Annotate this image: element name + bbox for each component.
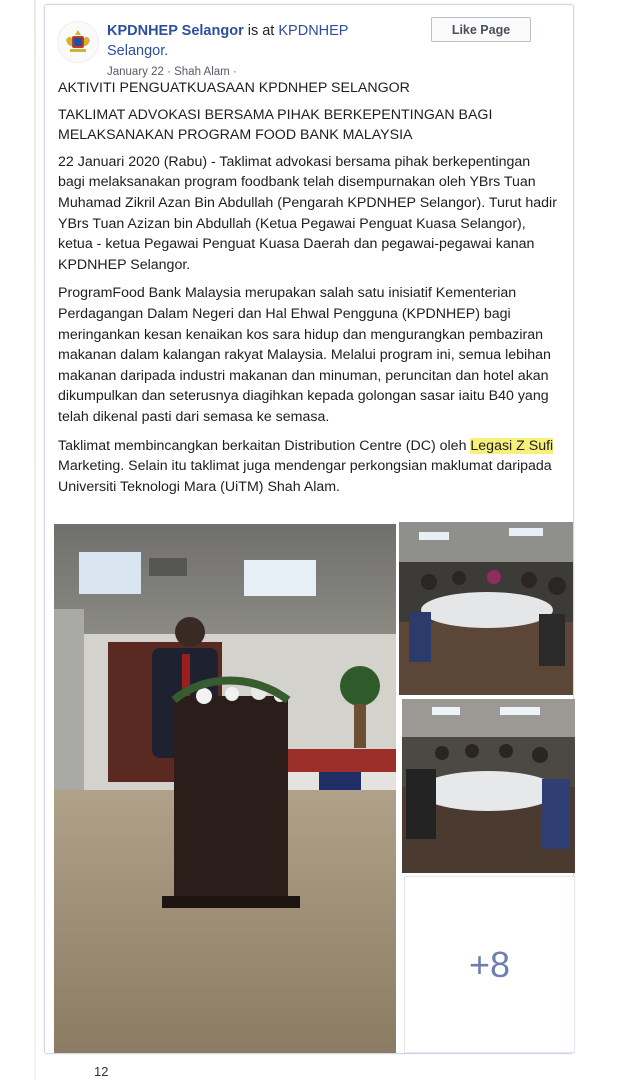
photo-meeting-2[interactable]	[402, 699, 575, 873]
location-page-link[interactable]: KPDNHEP Selangor.	[107, 23, 349, 59]
page-number: 12	[94, 1064, 109, 1079]
photo-meeting-2-illustration	[402, 699, 575, 873]
photo-speaker-podium[interactable]	[54, 524, 396, 1053]
is-at-text: is at	[243, 23, 279, 39]
page-name-link[interactable]: KPDNHEP Selangor	[107, 23, 244, 39]
post-header	[107, 21, 397, 61]
post-paragraph-1: 22 Januari 2020 (Rabu) - Taklimat advokasi bersama pihak berkepentingan bagi melaksanakan program foodbank telah disempurnakan oleh YBrs Tuan Muhamad Zikril Azan Bin Abdullah (Pengarah KPDNHEP Selangor). Turut hadir YBrs Tuan Azizan bin Abdullah (Ketua Pegawai Penguat Kuasa Selangor), ketua - ketua Pegawai Penguat Kuasa Daerah dan pegawai-pegawai kanan KPDNHEP Selangor.	[58, 153, 557, 273]
post-title-1: AKTIVITI PENGUATKUASAAN KPDNHEP SELANGOR	[58, 80, 410, 96]
more-photos-tile[interactable]: +8	[404, 876, 575, 1053]
post-meta[interactable]: January 22 · Shah Alam ·	[107, 66, 237, 78]
post-paragraph-3	[58, 436, 558, 498]
post-title-2: TAKLIMAT ADVOKASI BERSAMA PIHAK BERKEPENTINGAN BAGI MELAKSANAKAN PROGRAM FOOD BANK MALAYSIA	[58, 106, 493, 144]
photo-meeting-1[interactable]	[399, 522, 573, 695]
post-text	[58, 78, 558, 505]
government-crest-icon	[63, 28, 93, 56]
page-avatar[interactable]	[57, 21, 99, 63]
photo-meeting-1-illustration	[399, 522, 573, 695]
photo-speaker-illustration	[54, 524, 396, 1053]
post-paragraph-2: ProgramFood Bank Malaysia merupakan salah satu inisiatif Kementerian Perdagangan Dalam Negeri dan Hal Ehwal Pengguna (KPDNHEP) bagi meringankan kesan kenaikan kos sara hidup dan mengurangkan pembaziran makanan dalam kalangan rakyat Malaysia. Melalui program ini, semua lebihan makanan daripada industri makanan dan minuman, peruncitan dan hotel akan dikumpulkan dan seterusnya diagihkan kepada golongan sasar iaitu B40 yang telah dikenal pasti dari semasa ke semasa.	[58, 285, 551, 425]
paragraph-3-end: Marketing. Selain itu taklimat juga mendengar perkongsian maklumat daripada Universiti Teknologi Mara (UiTM) Shah Alam.	[58, 458, 552, 495]
page-edge	[34, 0, 36, 1080]
like-page-button[interactable]: Like Page	[431, 17, 531, 42]
highlighted-text: Legasi Z Sufi	[470, 437, 554, 454]
paragraph-3-start: Taklimat membincangkan berkaitan Distribution Centre (DC) oleh	[58, 437, 471, 454]
